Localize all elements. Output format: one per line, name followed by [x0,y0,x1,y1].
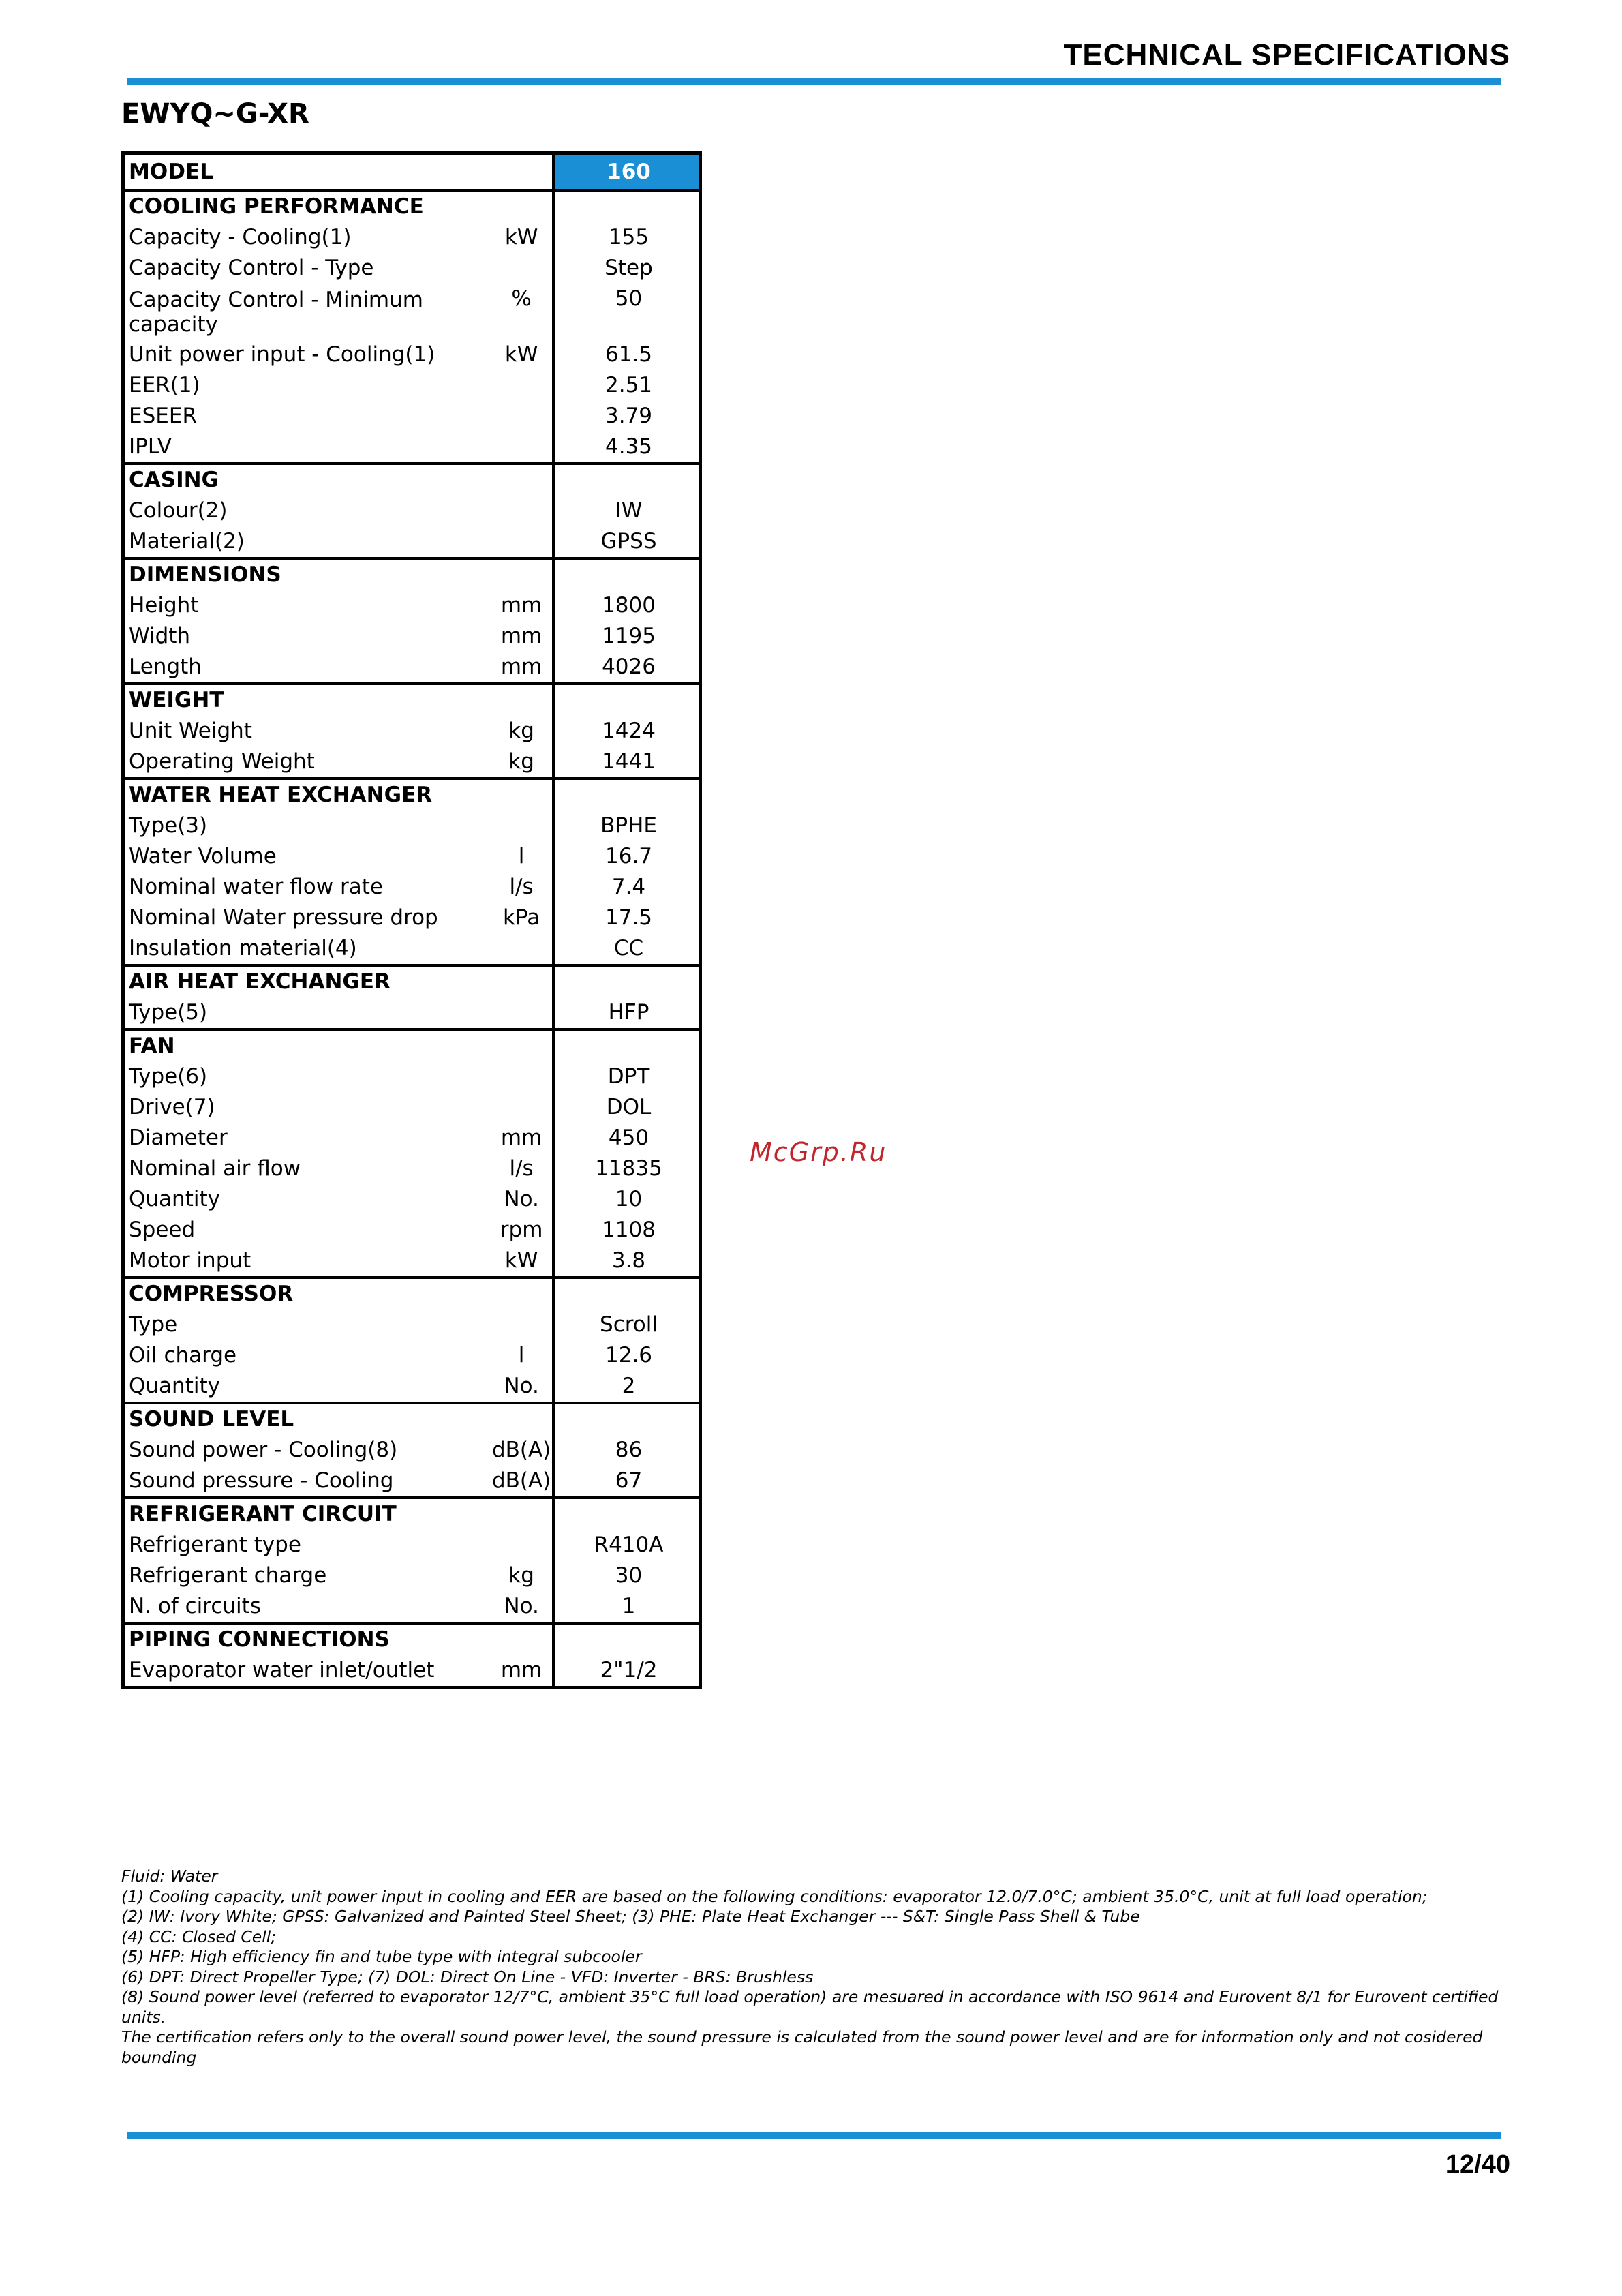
spec-unit: rpm [500,1218,543,1242]
spec-value: 16.7 [553,841,700,872]
footnote-line: (5) HFP: High efficiency fin and tube type with integral subcooler [121,1947,642,1966]
spec-unit: dB(A) [491,1468,551,1493]
spec-row [123,746,701,779]
spec-value: 1441 [553,746,700,779]
spec-label: Refrigerant charge [129,1563,327,1588]
spec-unit: mm [500,624,542,648]
spec-label: Operating Weight [129,749,315,774]
spec-value: 2"1/2 [553,1655,700,1688]
spec-label: Quantity [129,1374,220,1398]
spec-value: 1108 [553,1215,700,1245]
spec-row [123,841,701,872]
footnote-line: (4) CC: Closed Cell; [121,1927,277,1946]
model-value: 160 [553,153,700,191]
section-header [123,965,701,997]
section-title: COMPRESSOR [123,1278,487,1310]
model-unit [487,153,553,191]
spec-label: Unit power input - Cooling(1) [129,342,435,367]
spec-row [123,432,701,464]
spec-row [123,339,701,370]
spec-value: 1424 [553,716,700,746]
spec-value: 450 [553,1123,700,1153]
section-header [123,1623,701,1655]
spec-value: 67 [553,1466,700,1498]
spec-label: Type(5) [129,1000,208,1025]
section-header [123,1403,701,1435]
spec-unit: kW [504,1248,538,1273]
spec-value: 2 [553,1371,700,1403]
spec-unit [487,253,553,284]
spec-label: ESEER [129,404,197,428]
section-header [123,1498,701,1530]
section-value-cell [553,1623,700,1655]
section-header [123,1029,701,1061]
section-value-cell [553,779,700,811]
spec-value: CC [553,933,700,965]
section-unit-cell [487,1278,553,1310]
spec-row [123,1435,701,1466]
spec-label: Type(6) [129,1064,208,1089]
section-value-cell [553,190,700,222]
section-unit-cell [487,190,553,222]
spec-unit [487,933,553,965]
spec-value: 50 [553,284,700,339]
section-value-cell [553,1498,700,1530]
spec-row [123,1092,701,1123]
spec-row [123,652,701,684]
footnote-line: (8) Sound power level (referred to evaporator 12/7°C, ambient 35°C full load operation) are mesuared in accordance with ISO 9614 and Eurovent 8/1 for Eurovent certified units. [121,1987,1499,2027]
spec-unit [487,1092,553,1123]
section-title: PIPING CONNECTIONS [123,1623,487,1655]
footnote-line: The certification refers only to the overall sound power level, the sound pressure is calculated from the sound power level and are for information only and not cosidered bounding [121,2027,1483,2067]
spec-value: DOL [553,1092,700,1123]
section-title: REFRIGERANT CIRCUIT [123,1498,487,1530]
spec-label: N. of circuits [129,1594,261,1618]
spec-value: 1 [553,1591,700,1623]
spec-unit [487,1310,553,1340]
section-unit-cell [487,1403,553,1435]
spec-row [123,526,701,558]
spec-row [123,401,701,432]
section-title: DIMENSIONS [123,558,487,590]
spec-value: HFP [553,997,700,1029]
spec-row [123,1466,701,1498]
spec-unit: kW [504,225,538,250]
section-title: FAN [123,1029,487,1061]
section-value-cell [553,1029,700,1061]
spec-row [123,1184,701,1215]
spec-unit [487,526,553,558]
spec-label: Sound power - Cooling(8) [129,1438,398,1462]
spec-value: 10 [553,1184,700,1215]
spec-unit: No. [504,1187,539,1211]
spec-row [123,1340,701,1371]
spec-unit [487,432,553,464]
spec-label: Water Volume [129,844,277,868]
spec-row [123,590,701,621]
section-title: AIR HEAT EXCHANGER [123,965,487,997]
section-value-cell [553,1403,700,1435]
section-value-cell [553,558,700,590]
spec-label: Evaporator water inlet/outlet [129,1658,435,1682]
section-header [123,190,701,222]
spec-row [123,1371,701,1403]
spec-unit [487,997,553,1029]
spec-value: DPT [553,1061,700,1092]
footnote-line: (2) IW: Ivory White; GPSS: Galvanized and Painted Steel Sheet; (3) PHE: Plate Heat Exchanger --- S&T: Single Pass Shell & Tube [121,1907,1140,1926]
spec-label: Nominal water flow rate [129,875,383,899]
spec-value: 30 [553,1560,700,1591]
spec-value: R410A [553,1530,700,1560]
spec-row [123,253,701,284]
spec-label: Capacity Control - Minimum capacity [129,288,423,337]
spec-label: Colour(2) [129,498,228,523]
section-header [123,779,701,811]
spec-value: 12.6 [553,1340,700,1371]
section-header [123,558,701,590]
spec-row [123,1591,701,1623]
spec-label: Refrigerant type [129,1532,301,1557]
section-header [123,684,701,716]
spec-unit [487,811,553,841]
spec-value: 4.35 [553,432,700,464]
page-number: 12/40 [1445,2150,1510,2179]
spec-label: Capacity - Cooling(1) [129,225,352,250]
section-unit-cell [487,1029,553,1061]
section-title: COOLING PERFORMANCE [123,190,487,222]
section-unit-cell [487,558,553,590]
spec-value: 17.5 [553,903,700,933]
section-header [123,1278,701,1310]
spec-value: Scroll [553,1310,700,1340]
spec-value: 7.4 [553,872,700,903]
spec-unit: No. [504,1594,539,1618]
footnote-line: (1) Cooling capacity, unit power input in cooling and EER are based on the following conditions: evaporator 12.0/7.0°C; ambient 35.0°C, unit at full load operation; [121,1886,1428,1906]
spec-row [123,716,701,746]
spec-row [123,933,701,965]
spec-unit [487,496,553,526]
section-value-cell [553,965,700,997]
spec-row [123,1530,701,1560]
spec-label: Length [129,654,202,679]
spec-label: Material(2) [129,529,245,554]
page-header-title: TECHNICAL SPECIFICATIONS [1063,38,1510,72]
spec-row [123,1655,701,1688]
spec-label: Capacity Control - Type [129,256,374,280]
spec-row [123,1123,701,1153]
spec-row [123,811,701,841]
spec-value: 2.51 [553,370,700,401]
footnote-line: (6) DPT: Direct Propeller Type; (7) DOL: Direct On Line - VFD: Inverter - BRS: Brushless [121,1967,814,1987]
spec-value: 155 [553,222,700,253]
spec-label: Unit Weight [129,719,252,743]
spec-unit: kg [508,719,534,743]
spec-label: Nominal air flow [129,1156,301,1181]
spec-unit: mm [500,1658,542,1682]
spec-row [123,997,701,1029]
spec-value: 1800 [553,590,700,621]
footer-divider [127,2132,1501,2139]
spec-label: Speed [129,1218,196,1242]
header-divider [127,78,1501,85]
footnotes [121,1867,1512,2068]
spec-value: 61.5 [553,339,700,370]
section-value-cell [553,1278,700,1310]
specifications-table [121,151,702,1689]
spec-value: GPSS [553,526,700,558]
spec-label: Diameter [129,1126,228,1150]
spec-label: Height [129,593,199,618]
spec-unit: No. [504,1374,539,1398]
section-value-cell [553,464,700,496]
spec-value: 1195 [553,621,700,652]
spec-label: Type(3) [129,813,208,838]
spec-row [123,222,701,253]
spec-label: Width [129,624,191,648]
section-unit-cell [487,965,553,997]
spec-value: Step [553,253,700,284]
spec-value: 4026 [553,652,700,684]
section-title: CASING [123,464,487,496]
section-unit-cell [487,1498,553,1530]
spec-row [123,1310,701,1340]
spec-unit: l [518,1343,525,1368]
spec-unit: l/s [509,1156,534,1181]
watermark: McGrp.Ru [750,1137,887,1167]
spec-label: Sound pressure - Cooling [129,1468,394,1493]
spec-value: 3.79 [553,401,700,432]
spec-row [123,1245,701,1278]
section-value-cell [553,684,700,716]
spec-unit: mm [500,1126,542,1150]
spec-unit: kg [508,749,534,774]
section-header [123,464,701,496]
section-title: WATER HEAT EXCHANGER [123,779,487,811]
spec-row [123,1153,701,1184]
spec-label: Insulation material(4) [129,936,357,961]
spec-value: 11835 [553,1153,700,1184]
section-unit-cell [487,684,553,716]
spec-unit: kW [504,342,538,367]
spec-row [123,284,701,339]
spec-value: 3.8 [553,1245,700,1278]
spec-value: 86 [553,1435,700,1466]
spec-row [123,872,701,903]
spec-row [123,1061,701,1092]
spec-row [123,903,701,933]
spec-label: Quantity [129,1187,220,1211]
document-title: EWYQ~G-XR [121,98,309,130]
section-title: WEIGHT [123,684,487,716]
spec-unit [487,1061,553,1092]
section-title: SOUND LEVEL [123,1403,487,1435]
spec-unit: % [511,286,532,311]
spec-value: IW [553,496,700,526]
spec-row [123,621,701,652]
footnote-line: Fluid: Water [121,1867,218,1886]
spec-label: IPLV [129,434,172,459]
spec-unit [487,401,553,432]
spec-unit: kg [508,1563,534,1588]
spec-unit: kPa [502,905,540,930]
spec-unit: mm [500,593,542,618]
spec-unit [487,1530,553,1560]
spec-row [123,1560,701,1591]
spec-unit: dB(A) [491,1438,551,1462]
section-unit-cell [487,779,553,811]
spec-unit [487,370,553,401]
spec-unit: l/s [509,875,534,899]
spec-unit: mm [500,654,542,679]
section-unit-cell [487,1623,553,1655]
spec-label: Type [129,1312,178,1337]
spec-unit: l [518,844,525,868]
spec-label: Oil charge [129,1343,237,1368]
spec-label: EER(1) [129,373,200,397]
spec-row [123,370,701,401]
spec-row [123,496,701,526]
section-unit-cell [487,464,553,496]
model-label: MODEL [129,160,213,184]
spec-label: Nominal Water pressure drop [129,905,438,930]
spec-value: BPHE [553,811,700,841]
spec-row [123,1215,701,1245]
spec-label: Motor input [129,1248,251,1273]
spec-label: Drive(7) [129,1095,215,1119]
model-row [123,153,701,191]
